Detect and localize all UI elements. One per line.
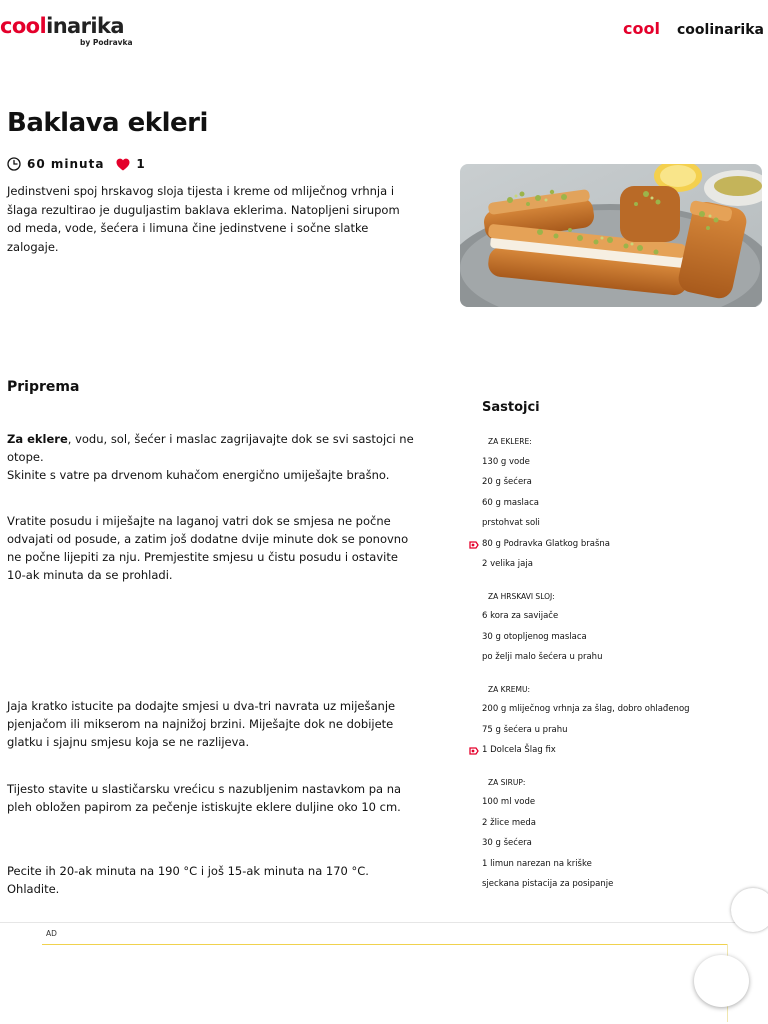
ad-banner[interactable] xyxy=(0,922,768,1024)
preparation-step-4: Tijesto stavite u slastičarsku vrećicu s nazubljenim nastavkom pa na pleh obložen papirom za pečenje istiskujte eklere duljine oko 10 cm. xyxy=(7,782,402,814)
podravka-product-icon xyxy=(469,540,479,550)
ingredients-panel xyxy=(482,400,752,901)
nav-coolinarika-link[interactable]: coolinarika xyxy=(676,22,764,38)
ingredient-item xyxy=(482,726,752,747)
ingredient-group-heading xyxy=(482,778,752,799)
recipe-description: Jedinstveni spoj hrskavog sloja tijesta i kreme od mliječnog vrhnja i šlaga rezultirao je duguljastim baklava eklerima. Natopljeni sirupom od meda, vode, šećera i limuna čine jedinstvene i sočne slatke zalogaje. xyxy=(7,184,400,254)
ingredient-item xyxy=(482,705,752,726)
step-1-text: , vodu, sol, šećer i maslac zagrijavajte dok se svi sastojci ne otope. xyxy=(7,432,414,464)
ingredient-item xyxy=(482,798,752,819)
ingredient-group-heading xyxy=(482,592,752,613)
ingredient-group-heading xyxy=(482,437,752,458)
step-1-bold: Za eklere xyxy=(7,432,68,446)
heart-icon[interactable] xyxy=(116,158,130,171)
top-nav xyxy=(623,19,764,38)
step-5-text: Pecite ih 20-ak minuta na 190 °C i još 15-ak minuta na 170 °C. xyxy=(7,864,369,878)
podravka-product-icon xyxy=(469,746,479,756)
ingredient-text: 1 Dolcela Šlag fix xyxy=(482,745,556,755)
ingredient-group-label: ZA SIRUP: xyxy=(488,777,526,787)
preparation-step-1 xyxy=(7,430,417,484)
ingredient-text: 100 ml vode xyxy=(482,797,536,807)
floating-button-small[interactable] xyxy=(731,888,768,932)
ingredient-item xyxy=(482,653,752,674)
ingredient-text: sjeckana pistacija za posipanje xyxy=(482,879,614,889)
ingredient-text: po želji malo šećera u prahu xyxy=(482,652,603,662)
ingredient-text: 60 g maslaca xyxy=(482,497,539,508)
step-1-text-2: Skinite s vatre pa drvenom kuhačom energično umiješajte brašno. xyxy=(7,468,390,482)
coolinarika-logo[interactable] xyxy=(0,14,140,47)
ingredient-item xyxy=(482,839,752,860)
ingredient-text: 30 g šećera xyxy=(482,838,532,848)
floating-button[interactable] xyxy=(694,955,749,1007)
ingredient-group-label: ZA KREMU: xyxy=(488,684,531,694)
ingredient-item[interactable] xyxy=(482,746,752,767)
ingredient-group-label: ZA EKLERE: xyxy=(488,437,532,446)
ingredients-title: Sastojci xyxy=(482,400,540,415)
recipe-meta xyxy=(7,157,146,171)
ad-divider xyxy=(42,944,728,945)
preparation-heading: Priprema xyxy=(7,379,80,395)
ingredient-text: 2 žlice meda xyxy=(482,817,537,828)
recipe-time: 60 minuta xyxy=(27,157,105,171)
ingredient-item xyxy=(482,819,752,840)
ingredient-group-label: ZA HRSKAVI SLOJ: xyxy=(488,591,555,601)
ingredient-text: 200 g mliječnog vrhnja za šlag, dobro ohlađenog xyxy=(482,704,690,714)
ingredient-item xyxy=(482,478,752,499)
preparation-step-3: Jaja kratko istucite pa dodajte smjesi u dva-tri navrata uz miješanje pjenjačom ili mikserom na najnižoj brzini. Miješajte dok ne dobijete glatku i sjajnu smjesu koja se ne razlijeva. xyxy=(7,699,396,749)
ingredient-text: 30 g otopljenog maslaca xyxy=(482,631,587,642)
ingredient-item xyxy=(482,499,752,520)
nav-cool-link[interactable]: cool xyxy=(623,19,660,38)
ingredient-text: 1 limun narezan na kriške xyxy=(482,858,592,869)
ingredient-text: 20 g šećera xyxy=(482,477,532,487)
ingredient-text: 130 g vode xyxy=(482,456,530,467)
logo-subtitle: by Podravka xyxy=(80,38,133,47)
ingredient-text: 75 g šećera u prahu xyxy=(482,724,568,735)
clock-icon xyxy=(7,157,21,171)
ingredient-item xyxy=(482,519,752,540)
ad-label: AD xyxy=(46,929,57,938)
ingredient-text: 2 velika jaja xyxy=(482,559,533,569)
ingredient-item xyxy=(482,560,752,581)
preparation-step-5 xyxy=(7,862,417,898)
ingredient-item xyxy=(482,633,752,654)
likes-count: 1 xyxy=(136,157,146,171)
ingredients-list xyxy=(482,437,752,901)
logo-wordmark: coolinarika xyxy=(0,14,124,38)
ingredient-text: 80 g Podravka Glatkog brašna xyxy=(482,538,610,549)
ingredient-group-heading xyxy=(482,685,752,706)
ingredient-text: prstohvat soli xyxy=(482,518,540,528)
ingredient-text: 6 kora za savijače xyxy=(482,611,559,621)
recipe-photo xyxy=(460,164,762,307)
ingredient-item xyxy=(482,458,752,479)
preparation-step-2: Vratite posudu i miješajte na laganoj vatri dok se smjesa ne počne odvajati od posude, a zatim još dodatne dvije minute dok se ponovno ne počne lijepiti za nju. Premjestite smjesu u čistu posudu i ostavite 10-ak minuta da se prohladi. xyxy=(7,514,409,582)
ingredient-item[interactable] xyxy=(482,540,752,561)
ingredient-item xyxy=(482,880,752,901)
ingredient-item xyxy=(482,612,752,633)
recipe-title: Baklava ekleri xyxy=(7,108,208,138)
step-5-text-2: Ohladite. xyxy=(7,882,60,896)
ingredient-item xyxy=(482,860,752,881)
